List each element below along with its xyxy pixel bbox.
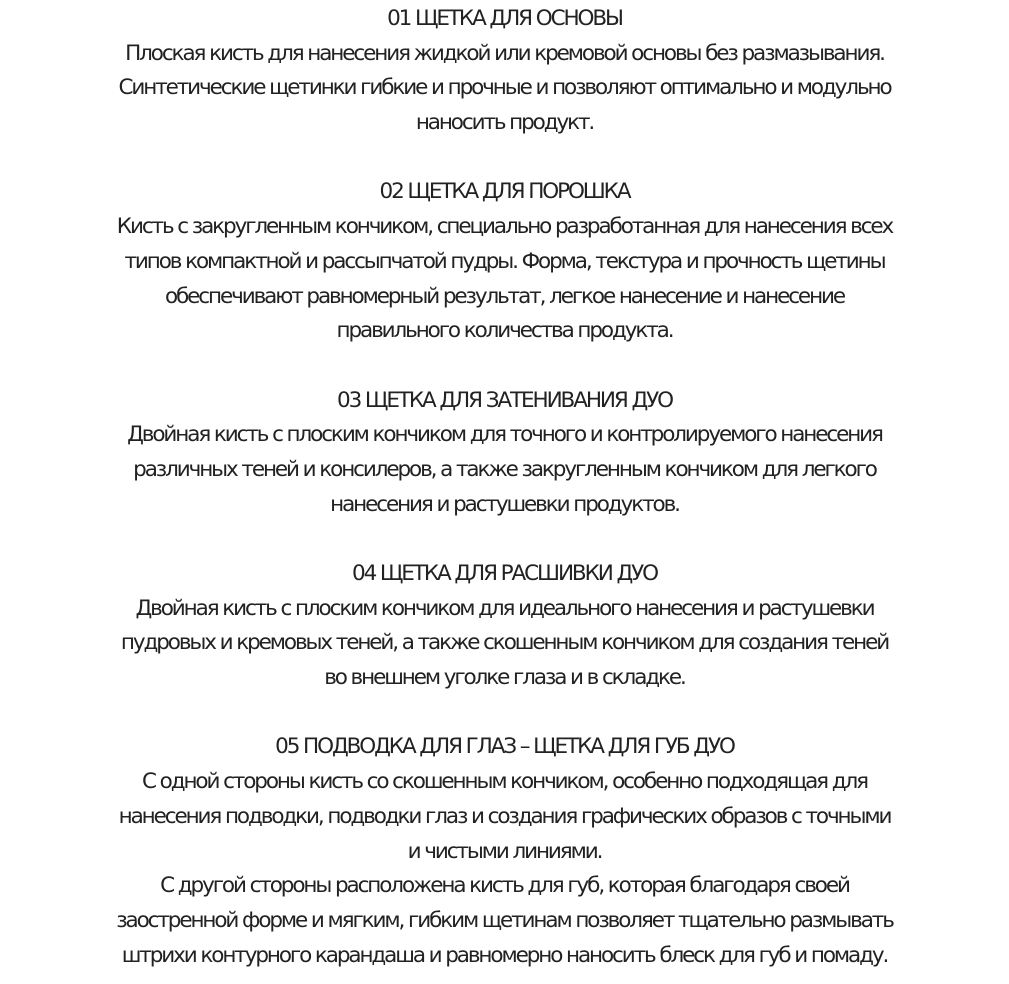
section-title: 03 ЩЕТКА ДЛЯ ЗАТЕНИВАНИЯ ДУО <box>337 387 672 413</box>
section-text-line: правильного количества продукта. <box>336 318 673 344</box>
section-shading-duo-brush <box>0 384 1009 523</box>
section-text-line: нанесения подводки, подводки глаз и создания графических образов с точными <box>118 803 891 829</box>
section-text-line: С одной стороны кисть со скошенным кончиком, особенно подходящая для <box>142 769 867 795</box>
section-text-line: заостренной форме и мягким, гибким щетинам позволяет тщательно размывать <box>116 907 893 933</box>
section-text-line: во внешнем уголке глаза и в складке. <box>324 665 685 691</box>
section-text-line: Синтетические щетинки гибкие и прочные и позволяют оптимально и модульно <box>118 75 891 101</box>
section-text-line: типов компактной и рассыпчатой пудры. Форма, текстура и прочность щетины <box>124 248 885 274</box>
section-text-line: наносить продукт. <box>415 110 594 136</box>
section-text-line: пудровых и кремовых теней, а также скошенным кончиком для создания теней <box>120 630 889 656</box>
section-text-line: Кисть с закругленным кончиком, специально разработанная для нанесения всех <box>116 214 893 240</box>
section-title: 01 ЩЕТКА ДЛЯ ОСНОВЫ <box>387 6 622 31</box>
section-text-line: обеспечивают равномерный результат, легкое нанесение и нанесение <box>164 283 845 309</box>
section-eyeliner-lip-duo-brush <box>0 730 1009 973</box>
section-foundation-brush <box>0 2 1009 141</box>
section-title: 04 ЩЕТКА ДЛЯ РАСШИВКИ ДУО <box>352 561 657 586</box>
section-title: 05 ПОДВОДКА ДЛЯ ГЛАЗ – ЩЕТКА ДЛЯ ГУБ ДУО <box>275 734 734 760</box>
section-text-line: Плоская кисть для нанесения жидкой или кремовой основы без размазывания. <box>125 40 884 66</box>
section-text-line: и чистыми линиями. <box>407 838 602 864</box>
section-title: 02 ЩЕТКА ДЛЯ ПОРОШКА <box>379 179 630 205</box>
section-text-line: нанесения и растушевки продуктов. <box>330 491 679 517</box>
section-text-line: С другой стороны расположена кисть для губ, которая благодаря своей <box>160 873 849 899</box>
section-powder-brush <box>0 175 1009 348</box>
section-text-line: штрихи контурного карандаша и равномерно наносить блеск для губ и помаду. <box>121 942 888 968</box>
section-text-line: различных теней и консилеров, а также закругленным кончиком для легкого <box>133 456 876 482</box>
section-blending-duo-brush <box>0 557 1009 696</box>
section-text-line: Двойная кисть с плоским кончиком для идеального нанесения и растушевки <box>135 595 874 621</box>
section-text-line: Двойная кисть с плоским кончиком для точного и контролируемого нанесения <box>127 422 882 448</box>
